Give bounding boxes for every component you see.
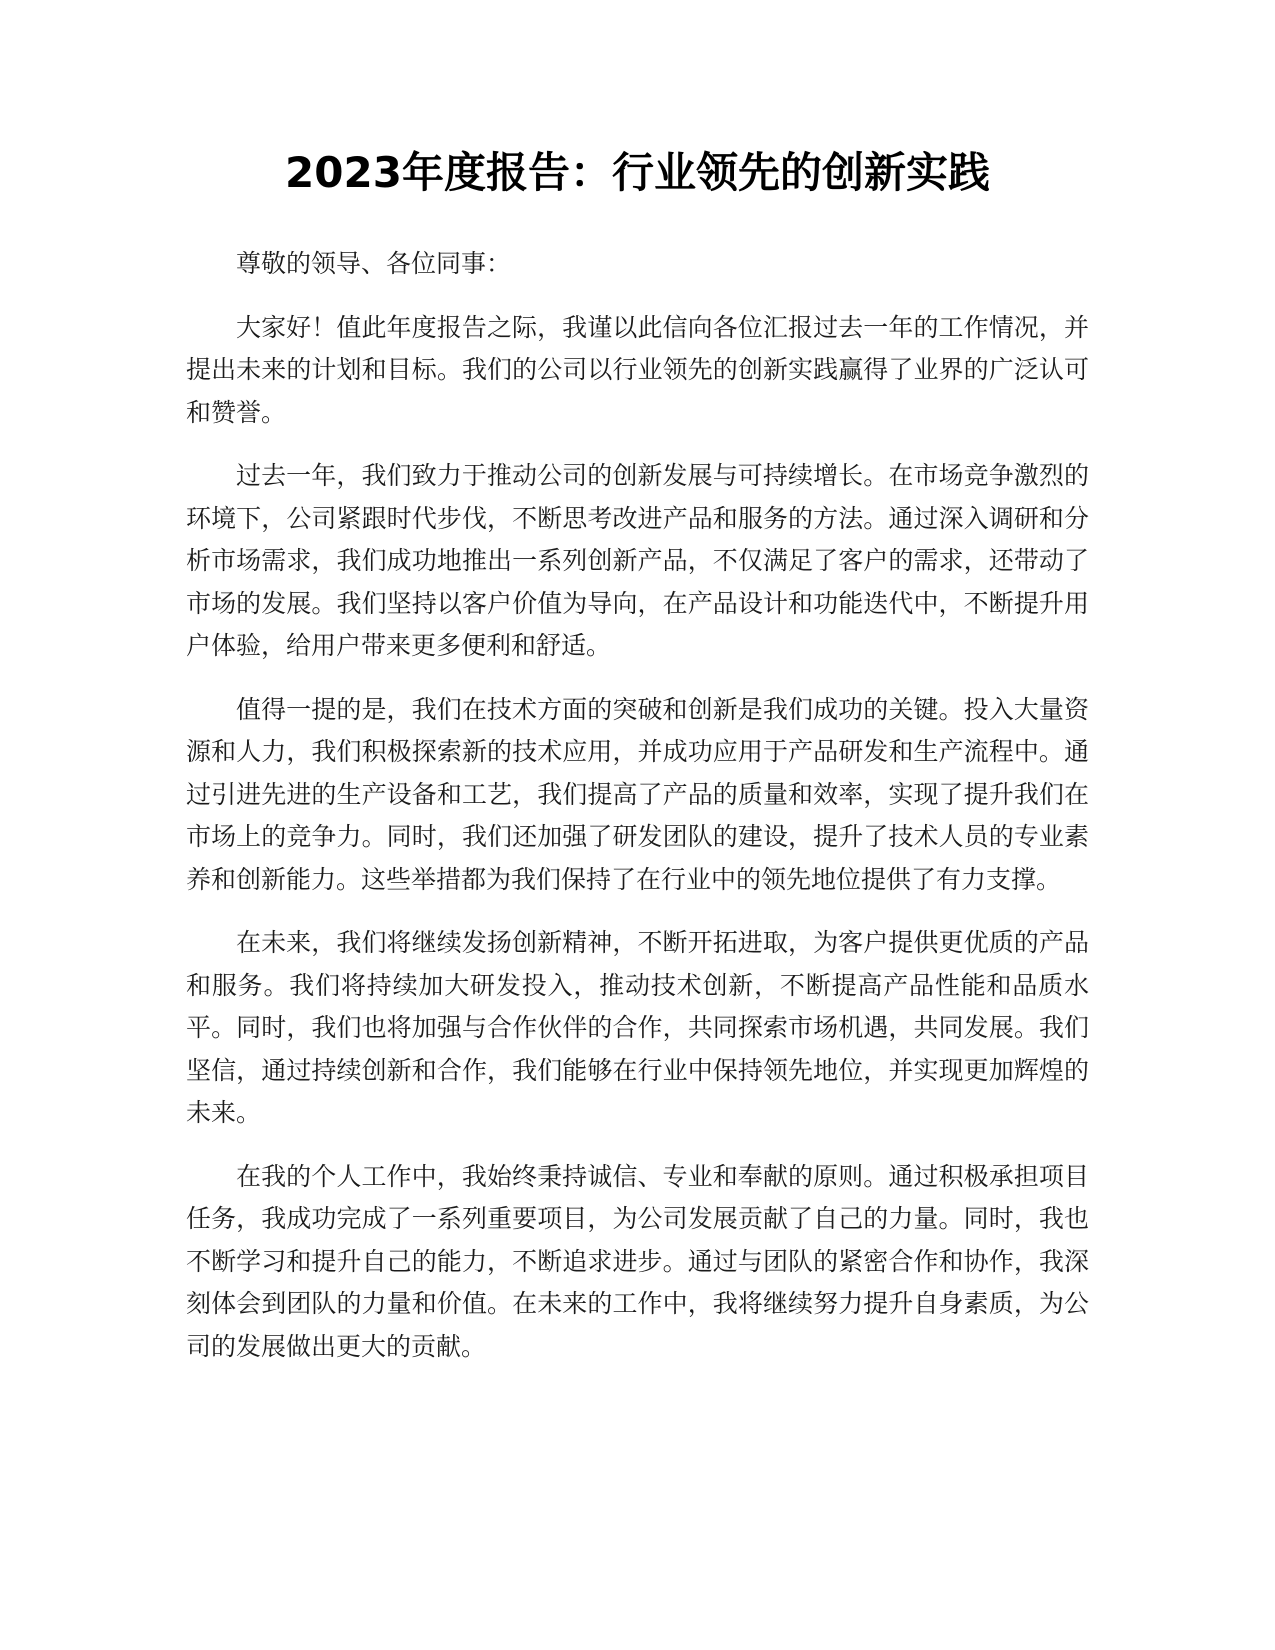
salutation: 尊敬的领导、各位同事： (236, 249, 512, 278)
paragraph-2: 过去一年，我们致力于推动公司的创新发展与可持续增长。在市场竞争激烈的环境下，公司紧跟时代步伐，不断思考改进产品和服务的方法。通过深入调研和分析市场需求，我们成功地推出一系列创新产品，不仅满足了客户的需求，还带动了市场的发展。我们坚持以客户价值为导向，在产品设计和功能迭代中，不断提升用户体验，给用户带来更多便利和舒适。 (186, 461, 1089, 660)
paragraph-4: 在未来，我们将继续发扬创新精神，不断开拓进取，为客户提供更优质的产品和服务。我们将持续加大研发投入，推动技术创新，不断提高产品性能和品质水平。同时，我们也将加强与合作伙伴的合作，共同探索市场机遇，共同发展。我们坚信，通过持续创新和合作，我们能够在行业中保持领先地位，并实现更加辉煌的未来。 (186, 928, 1089, 1127)
page-title: 2023年度报告：行业领先的创新实践 (285, 148, 990, 197)
document-body (186, 243, 1089, 1389)
paragraph-1: 大家好！值此年度报告之际，我谨以此信向各位汇报过去一年的工作情况，并提出未来的计划和目标。我们的公司以行业领先的创新实践赢得了业界的广泛认可和赞誉。 (186, 312, 1089, 427)
paragraph-5: 在我的个人工作中，我始终秉持诚信、专业和奉献的原则。通过积极承担项目任务，我成功完成了一系列重要项目，为公司发展贡献了自己的力量。同时，我也不断学习和提升自己的能力，不断追求进步。通过与团队的紧密合作和协作，我深刻体会到团队的力量和价值。在未来的工作中，我将继续努力提升自身素质，为公司的发展做出更大的贡献。 (186, 1161, 1089, 1361)
paragraph-3: 值得一提的是，我们在技术方面的突破和创新是我们成功的关键。投入大量资源和人力，我们积极探索新的技术应用，并成功应用于产品研发和生产流程中。通过引进先进的生产设备和工艺，我们提高了产品的质量和效率，实现了提升我们在市场上的竞争力。同时，我们还加强了研发团队的建设，提升了技术人员的专业素养和创新能力。这些举措都为我们保持了在行业中的领先地位提供了有力支撑。 (186, 694, 1089, 894)
